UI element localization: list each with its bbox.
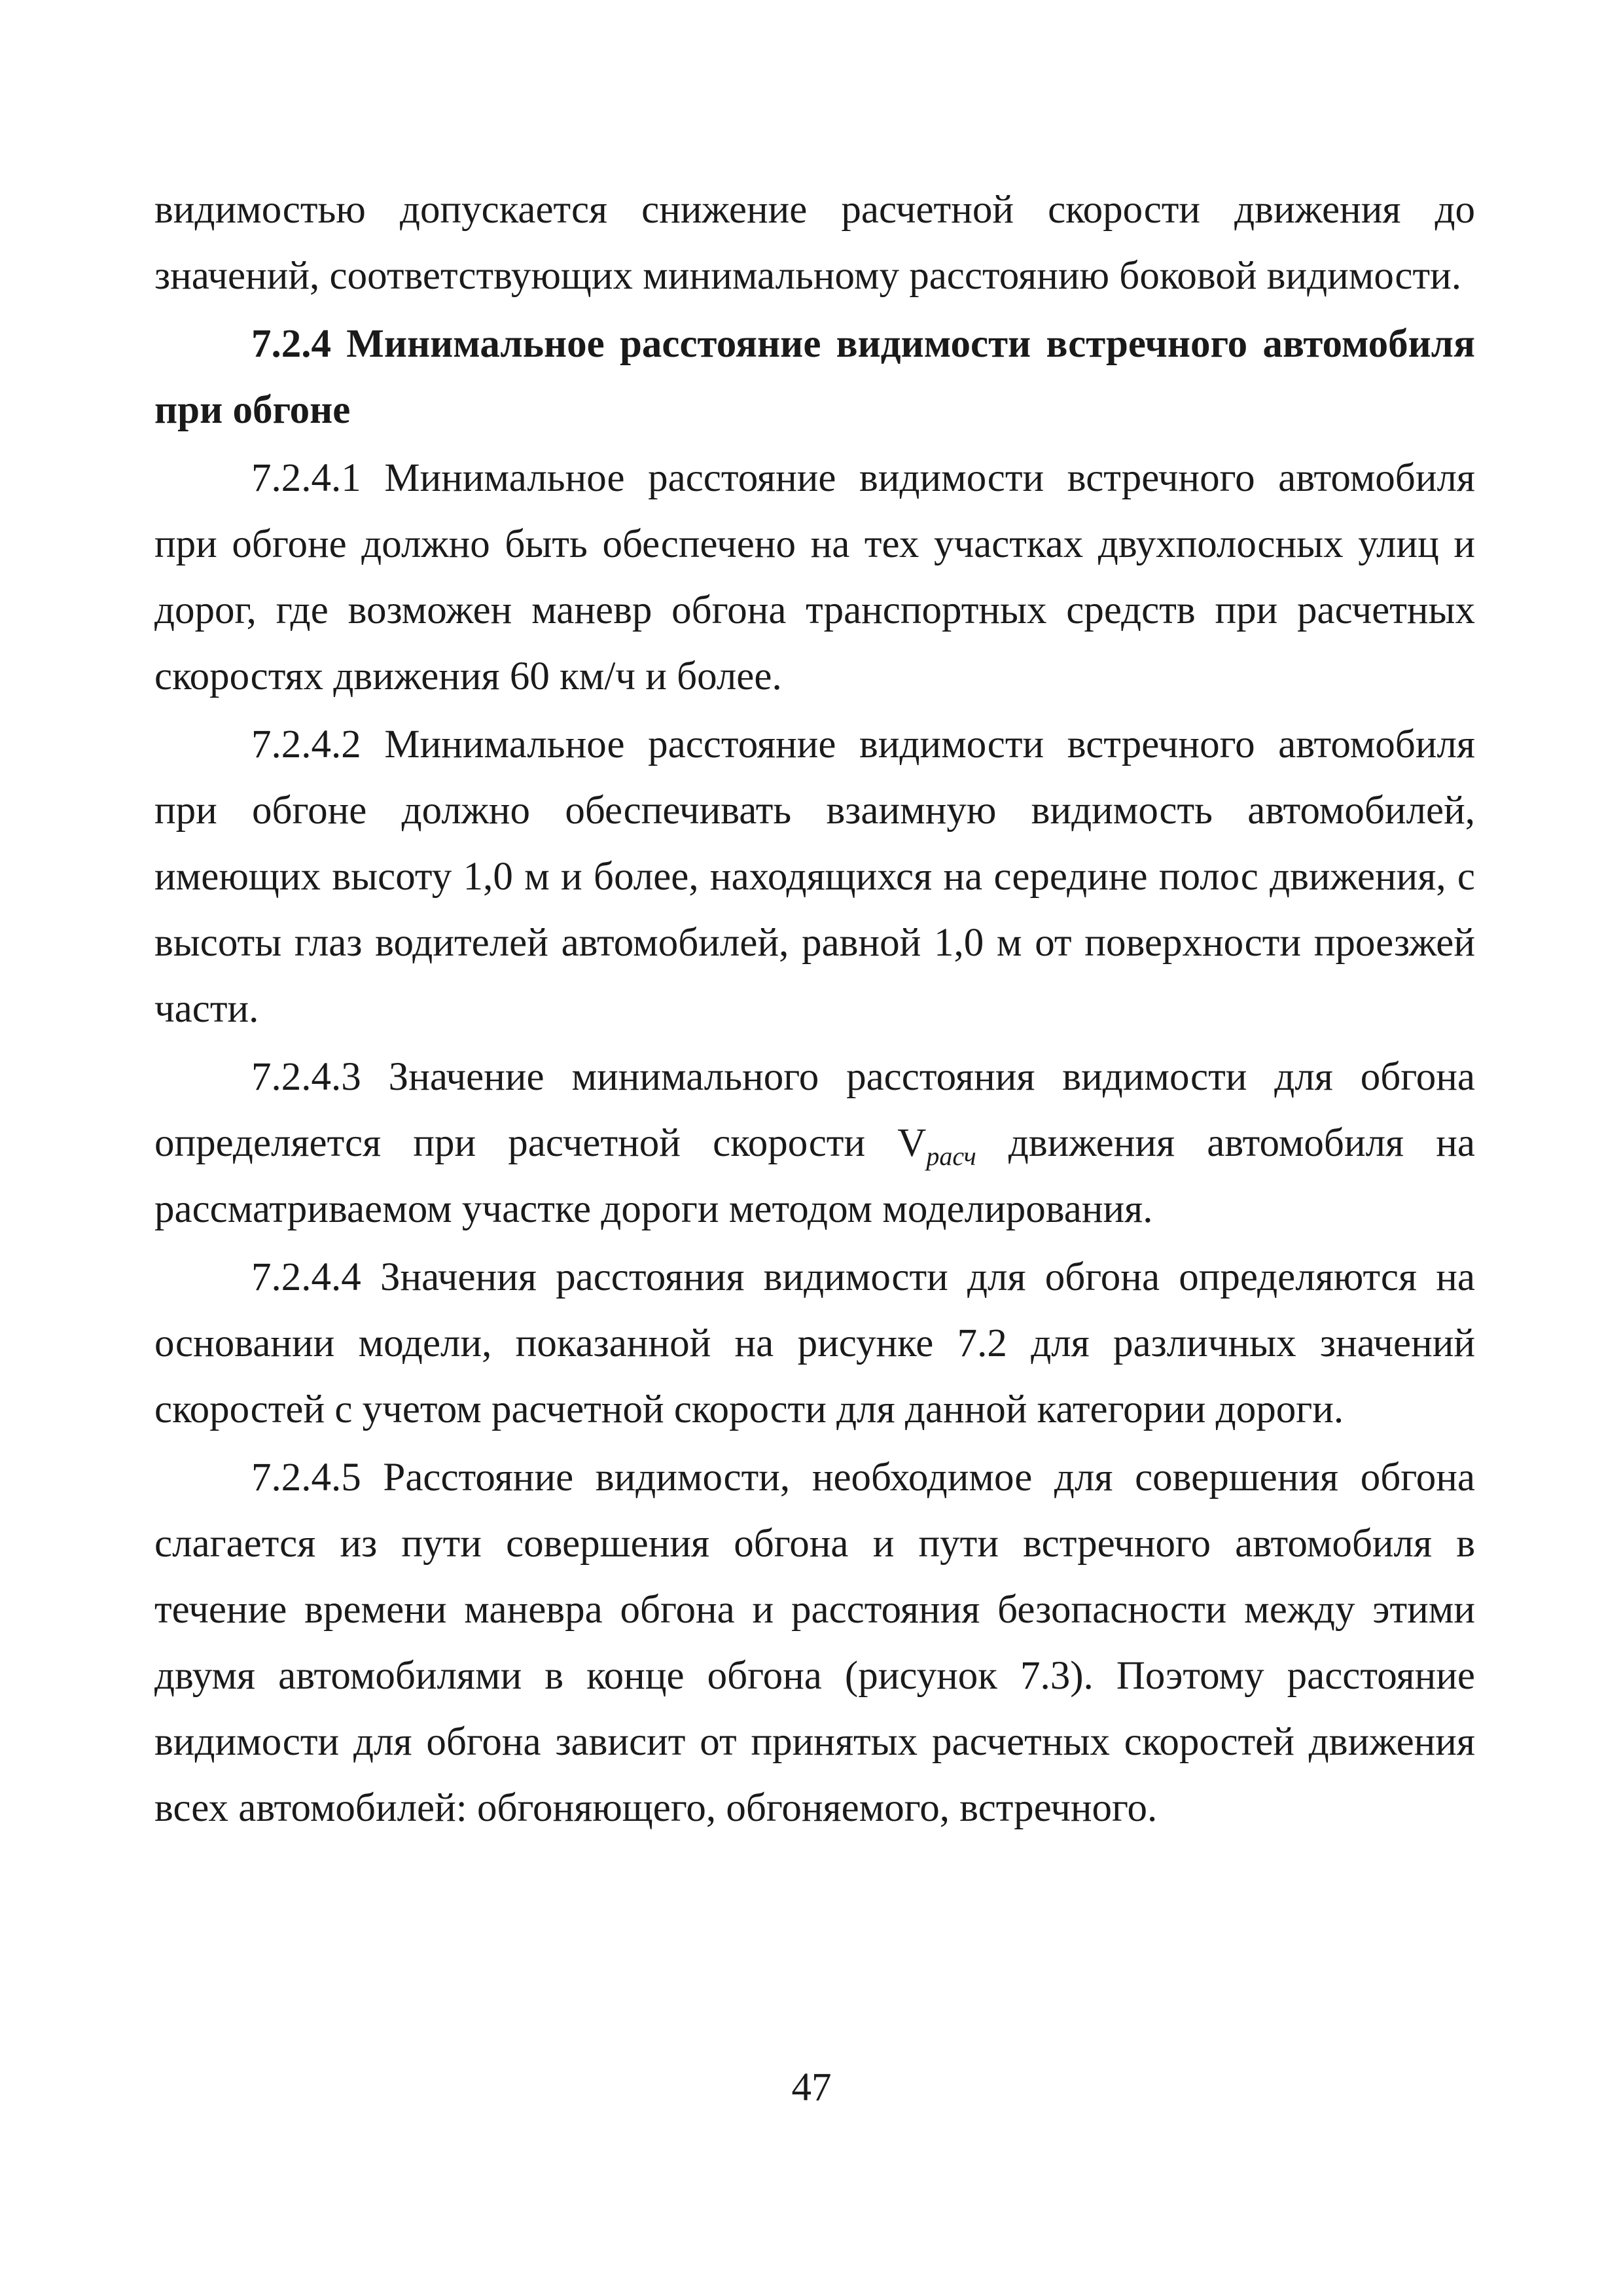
paragraph-7-2-4-3-part2: движения автомобиля на рассматриваемом участке дороги методом моделирования. <box>154 1121 1475 1231</box>
page-number: 47 <box>791 2066 832 2109</box>
speed-subscript: расч <box>926 1141 976 1171</box>
paragraph-7-2-4-3 <box>154 1044 1475 1242</box>
paragraph-continuation: видимостью допускается снижение расчетной скорости движения до значений, соответствующих минимальному расстоянию боковой видимости. <box>154 188 1475 298</box>
section-heading-7-2-4: 7.2.4 Минимальное расстояние видимости встречного автомобиля при обгоне <box>154 322 1475 432</box>
paragraph-7-2-4-4: 7.2.4.4 Значения расстояния видимости для обгона определяются на основании модели, показанной на рисунке 7.2 для различных значений скоростей с учетом расчетной скорости для данной категории дороги. <box>154 1255 1475 1431</box>
paragraph-7-2-4-2: 7.2.4.2 Минимальное расстояние видимости встречного автомобиля при обгоне должно обеспечивать взаимную видимость автомобилей, имеющих высоту 1,0 м и более, находящихся на середине полос движения, с высоты глаз водителей автомобилей, равной 1,0 м от поверхности проезжей части. <box>154 723 1475 1031</box>
paragraph-7-2-4-3-part1: 7.2.4.3 Значение минимального расстояния видимости для обгона определяется при расчетной скорости V <box>154 1055 1475 1165</box>
page-body <box>154 177 1475 1841</box>
paragraph-7-2-4-5: 7.2.4.5 Расстояние видимости, необходимое для совершения обгона слагается из пути совершения обгона и пути встречного автомобиля в течение времени маневра обгона и расстояния безопасности между этими двумя автомобилями в конце обгона (рисунок 7.3). Поэтому расстояние видимости для обгона зависит от принятых расчетных скоростей движения всех автомобилей: обгоняющего, обгоняемого, встречного. <box>154 1456 1475 1830</box>
paragraph-7-2-4-1: 7.2.4.1 Минимальное расстояние видимости встречного автомобиля при обгоне должно быть обеспечено на тех участках двухполосных улиц и дорог, где возможен маневр обгона транспортных средств при расчетных скоростях движения 60 км/ч и более. <box>154 456 1475 698</box>
